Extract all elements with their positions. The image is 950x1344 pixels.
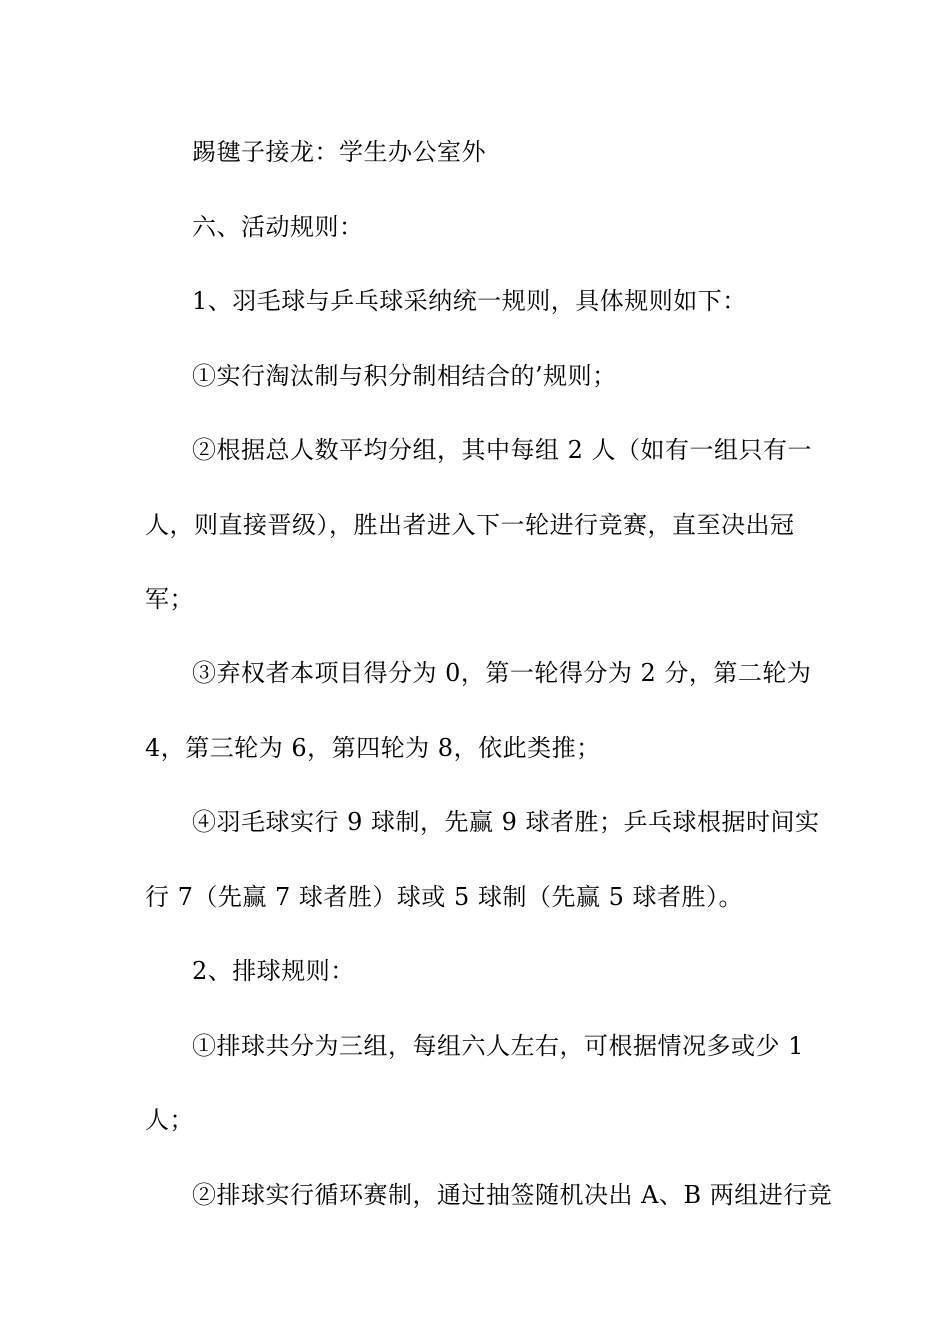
text-line: 1、羽毛球与乒乓球采纳统一规则，具体规则如下：: [192, 287, 747, 315]
text-line: 人，则直接晋级），胜出者进入下一轮进行竞赛，直至决出冠: [145, 511, 795, 539]
section-heading: 2、排球规则：: [192, 957, 355, 985]
text-line: ③弃权者本项目得分为 0，第一轮得分为 2 分，第二轮为: [192, 659, 812, 687]
text-line: ①排球共分为三组，每组六人左右，可根据情况多或少 1: [192, 1032, 804, 1060]
text-line: 人；: [145, 1106, 194, 1134]
text-line: 军；: [145, 585, 194, 613]
section-heading: 六、活动规则：: [192, 213, 364, 241]
text-line: 行 7（先赢 7 球者胜）球或 5 球制（先赢 5 球者胜）。: [145, 883, 743, 911]
text-line: ①实行淘汰制与积分制相结合的’规则；: [192, 362, 617, 390]
text-line: ②根据总人数平均分组，其中每组 2 人（如有一组只有一: [192, 436, 813, 464]
text-line: 踢毽子接龙：学生办公室外: [192, 138, 486, 166]
text-line: ②排球实行循环赛制，通过抽签随机决出 A、B 两组进行竞: [192, 1181, 833, 1209]
text-line: 4，第三轮为 6，第四轮为 8，依此类推；: [145, 734, 601, 762]
text-line: ④羽毛球实行 9 球制，先赢 9 球者胜；乒乓球根据时间实: [192, 808, 820, 836]
